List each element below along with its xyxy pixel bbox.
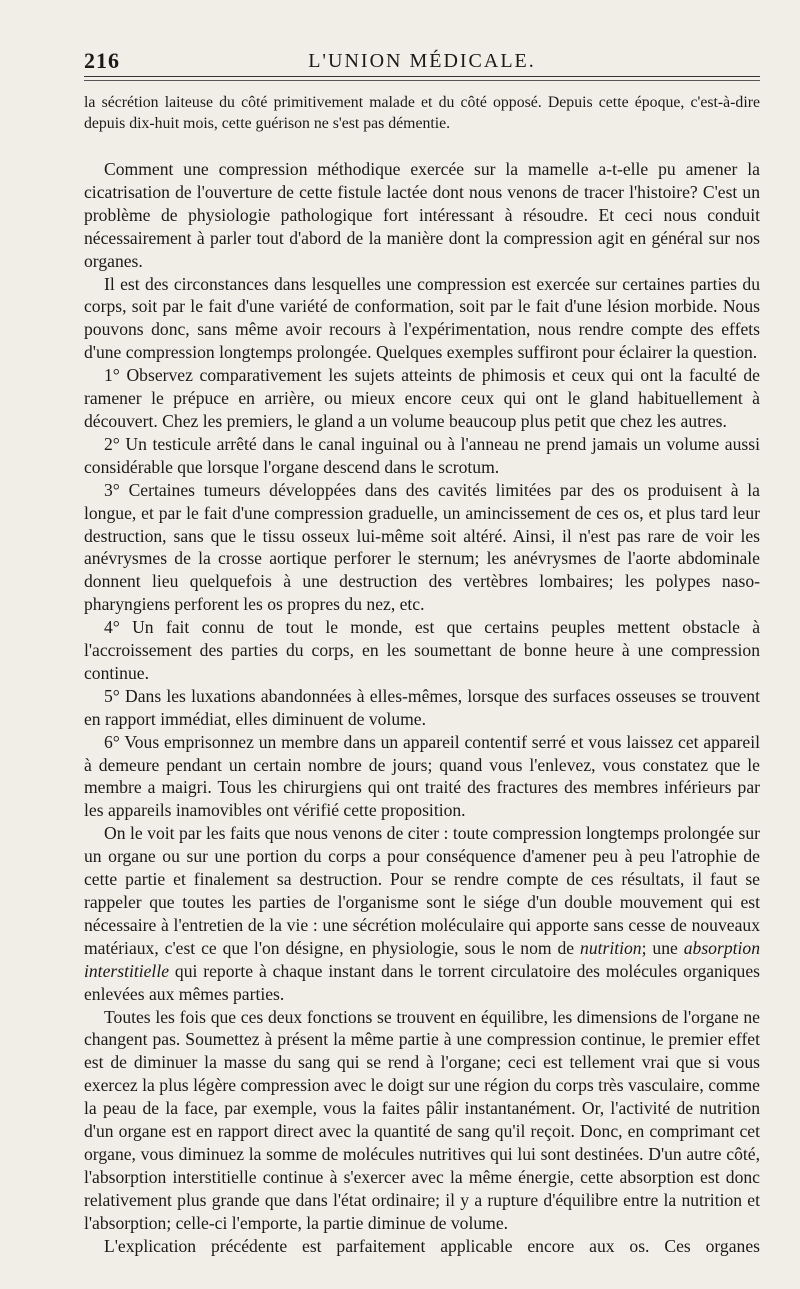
- page-number: 216: [84, 48, 120, 73]
- paragraph: Comment une compression méthodique exercée sur la mamelle a-t-elle pu amener la cicatrisation de l'ouverture de cette fistule lactée dont nous venons de tracer l'histoire? C'est un problème de physiologie pathologique fort intéressant à résoudre. Et ceci nous conduit nécessairement à parler tout d'abord de la manière dont la compression agit en général sur nos organes.: [84, 159, 760, 271]
- header-rule: [84, 76, 760, 77]
- italic-term: nutrition: [580, 937, 642, 958]
- paragraph: [84, 822, 760, 1005]
- paragraph: 5° Dans les luxations abandonnées à elles-mêmes, lorsque des surfaces osseuses se trouvent en rapport immédiat, elles diminuent de volume.: [84, 685, 760, 729]
- paragraph: 1° Observez comparativement les sujets atteints de phimosis et ceux qui ont la faculté de ramener le prépuce en arrière, ou mieux encore ceux qui ont le gland habituellement à découvert. Chez les premiers, le gland a un volume beaucoup plus petit que chez les autres.: [84, 365, 760, 431]
- paragraph-text: On le voit par les faits que nous venons de citer : toute compression longtemps prolongée sur un organe ou sur une portion du corps a pour conséquence d'amener peu à peu l'atrophie de cette partie et finalement sa destruction. Pour se rendre compte de ces résultats, il faut se rappeler que toutes les parties de l'organisme sont le siége d'un double mouvement qui est nécessaire à l'entretien de la vie : une sécrétion moléculaire qui apporte sans cesse de nouveaux matériaux, c'est ce que l'on désigne, en physiologie, sous le nom de: [84, 823, 760, 958]
- body-text: [84, 92, 760, 1258]
- header-rule-thin: [84, 80, 760, 81]
- page-header: [84, 46, 760, 74]
- paragraph: 3° Certaines tumeurs développées dans des cavités limitées par des os produisent à la longue, et par le fait d'une compression graduelle, un amincissement de ces os, et plus tard leur destruction, sans que le tissu osseux lui-même soit altéré. Ainsi, il n'est pas rare de voir les anévrysmes de la crosse aortique perforer le sternum; les anévrysmes de l'aorte abdominale donnent lieu quelquefois à une destruction des vertèbres lombaires; les polypes naso-pharyngiens perforent les os propres du nez, etc.: [84, 479, 760, 615]
- paragraph: Toutes les fois que ces deux fonctions se trouvent en équilibre, les dimensions de l'organe ne changent pas. Soumettez à présent la même partie à une compression continue, le premier effet est de diminuer la masse du sang qui se rend à l'organe; ceci est tellement vrai que si vous exercez la plus légère compression avec le doigt sur une région du corps très vasculaire, comme la peau de la face, par exemple, vous la faites pâlir instantanément. Or, l'activité de nutrition d'un organe est en rapport direct avec la quantité de sang qu'il reçoit. Donc, en comprimant cet organe, vous diminuez la somme de molécules nutritives qui lui sont destinées. D'un autre côté, l'absorption interstitielle continue à s'exercer avec la même énergie, cette absorption est donc relativement plus grande que dans l'état ordinaire; il y a rupture d'équilibre entre la nutrition et l'absorption; celle-ci l'emporte, la partie diminue de volume.: [84, 1006, 760, 1233]
- paragraph-text: qui reporte à chaque instant dans le torrent circulatoire des molécules organiques enlevées aux mêmes parties.: [84, 960, 760, 1004]
- paragraph: 4° Un fait connu de tout le monde, est que certains peuples mettent obstacle à l'accroissement des parties du corps, en les soumettant de bonne heure à une compression continue.: [84, 617, 760, 683]
- paragraph: Il est des circonstances dans lesquelles une compression est exercée sur certaines parties du corps, soit par le fait d'une variété de conformation, soit par le fait d'une lésion morbide. Nous pouvons donc, sans même avoir recours à l'expérimentation, nous rendre compte des effets d'une compression longtemps prolongée. Quelques exemples suffiront pour éclairer la question.: [84, 273, 760, 363]
- paragraph: L'explication précédente est parfaitement applicable encore aux os. Ces organes: [104, 1235, 760, 1256]
- paragraph: 2° Un testicule arrêté dans le canal inguinal ou à l'anneau ne prend jamais un volume aussi considérable que lorsque l'organe descend dans le scrotum.: [84, 433, 760, 477]
- paragraph: 6° Vous emprisonnez un membre dans un appareil contentif serré et vous laissez cet appareil à demeure pendant un certain nombre de jours; quand vous l'enlevez, vous constatez que le membre a maigri. Tous les chirurgiens qui ont traité des fractures des membres inférieurs par les appareils inamovibles ont vérifié cette proposition.: [84, 731, 760, 821]
- italic-term: absorption interstitielle: [84, 937, 760, 981]
- paragraph: la sécrétion laiteuse du côté primitivement malade et du côté opposé. Depuis cette époque, c'est-à-dire depuis dix-huit mois, cette guérison ne s'est pas démentie.: [84, 94, 760, 132]
- paragraph-gap: [84, 134, 760, 158]
- running-head: L'UNION MÉDICALE.: [308, 50, 536, 72]
- paragraph-text: ; une: [641, 937, 684, 958]
